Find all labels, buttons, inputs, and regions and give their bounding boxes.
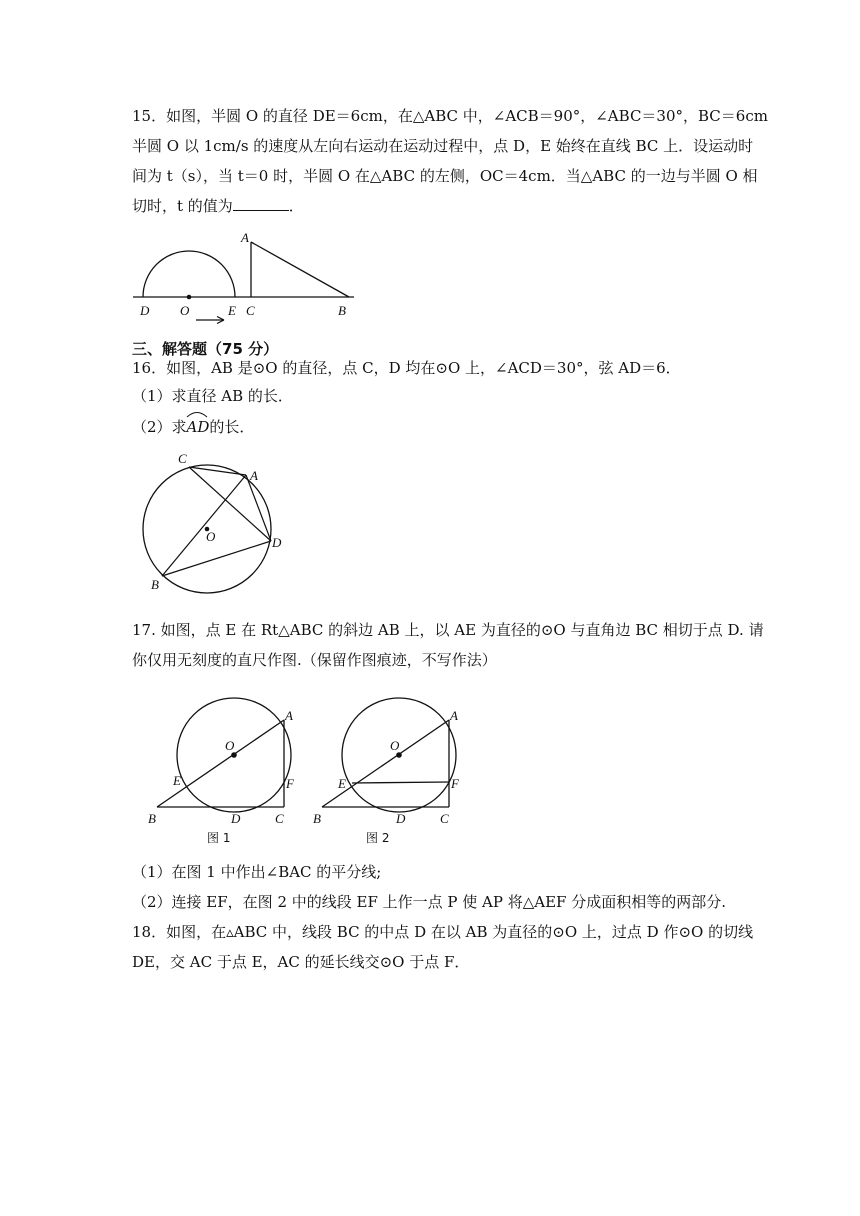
center-point bbox=[187, 295, 192, 300]
q15-line-4-end: ． bbox=[288, 197, 304, 215]
q16-sub-2-post: 的长． bbox=[209, 418, 255, 436]
q15-line-2: 半圆 O 以 1cm/s 的速度从左向右运动在运动过程中，点 D，E 始终在直线 BC 上．设运动时 bbox=[132, 137, 754, 155]
diameter-ab bbox=[162, 475, 246, 576]
label-a: A bbox=[285, 708, 293, 723]
q17-line-2: 你仅用无刻度的直尺作图.（保留作图痕迹，不写作法） bbox=[132, 651, 497, 669]
label-e: E bbox=[228, 303, 236, 318]
label-e: E bbox=[338, 776, 346, 791]
q15-line-3: 间为 t（s），当 t＝0 时，半圆 O 在△ABC 的左侧，OC＝4cm．当△ABC 的一边与半圆 O 相 bbox=[132, 167, 758, 185]
q18-line-1: 18．如图，在▵ABC 中，线段 BC 的中点 D 在以 AB 为直径的⊙O 上，过点 D 作⊙O 的切线 bbox=[132, 923, 754, 941]
segment-ef bbox=[352, 782, 449, 783]
label-f: F bbox=[451, 776, 459, 791]
chord-ca bbox=[189, 467, 246, 475]
label-c: C bbox=[246, 303, 255, 318]
q18-line-2: DE，交 AC 于点 E，AC 的延长线交⊙O 于点 F． bbox=[132, 953, 470, 971]
section-heading: 三、解答题（75 分） bbox=[132, 340, 279, 358]
q15-figure bbox=[130, 225, 360, 325]
label-e: E bbox=[173, 773, 181, 788]
answer-blank bbox=[233, 196, 289, 211]
chord-cd bbox=[189, 467, 271, 541]
hypotenuse-ab bbox=[157, 720, 284, 807]
q16-sub-2-pre: （2）求 bbox=[132, 418, 187, 436]
q15-line-4 bbox=[132, 196, 304, 216]
q17-sub-1: （1）在图 1 中作出∠BAC 的平分线; bbox=[132, 863, 382, 881]
semicircle-arc bbox=[143, 251, 235, 297]
label-d: D bbox=[396, 811, 406, 826]
q17-line-1: 17. 如图，点 E 在 Rt△ABC 的斜边 AB 上，以 AE 为直径的⊙O 与直角边 BC 相切于点 D. 请 bbox=[132, 621, 764, 639]
q16-sub-1: （1）求直径 AB 的长． bbox=[132, 387, 293, 405]
q16-sub-2 bbox=[132, 417, 254, 437]
q15-line-4-text: 切时，t 的值为 bbox=[132, 197, 233, 215]
label-d: D bbox=[272, 535, 282, 550]
fig-2-caption: 图 2 bbox=[366, 831, 390, 845]
fig-1-caption: 图 1 bbox=[207, 831, 231, 845]
label-a: A bbox=[241, 230, 249, 245]
label-a: A bbox=[450, 708, 458, 723]
q17-figure-1 bbox=[145, 700, 305, 850]
label-d: D bbox=[140, 303, 150, 318]
label-d: D bbox=[231, 811, 241, 826]
label-c: C bbox=[178, 451, 187, 466]
arc-ad bbox=[187, 417, 210, 437]
q17-figure-2 bbox=[310, 700, 470, 850]
label-c: C bbox=[440, 811, 449, 826]
label-b: B bbox=[151, 577, 159, 592]
arc-ad-label: AD bbox=[186, 418, 210, 436]
label-o: O bbox=[206, 529, 216, 544]
label-o: O bbox=[180, 303, 190, 318]
q15-line-1: 15．如图，半圆 O 的直径 DE＝6cm，在△ABC 中，∠ACB＝90°，∠ABC＝30°，BC＝6cm bbox=[132, 107, 768, 125]
q17-sub-2: （2）连接 EF，在图 2 中的线段 EF 上作一点 P 使 AP 将△AEF 分成面积相等的两部分. bbox=[132, 893, 726, 911]
label-a: A bbox=[250, 468, 258, 483]
label-o: O bbox=[390, 738, 400, 753]
label-b: B bbox=[338, 303, 346, 318]
side-ab bbox=[251, 242, 349, 297]
q16-figure bbox=[138, 448, 288, 598]
hypotenuse-ab bbox=[322, 720, 449, 807]
label-c: C bbox=[275, 811, 284, 826]
label-b: B bbox=[313, 811, 321, 826]
label-f: F bbox=[286, 776, 294, 791]
label-b: B bbox=[148, 811, 156, 826]
q16-line-1: 16．如图，AB 是⊙O 的直径，点 C，D 均在⊙O 上，∠ACD＝30°，弦 AD＝6． bbox=[132, 359, 681, 377]
label-o: O bbox=[225, 738, 235, 753]
arc-mark-icon bbox=[186, 410, 208, 418]
